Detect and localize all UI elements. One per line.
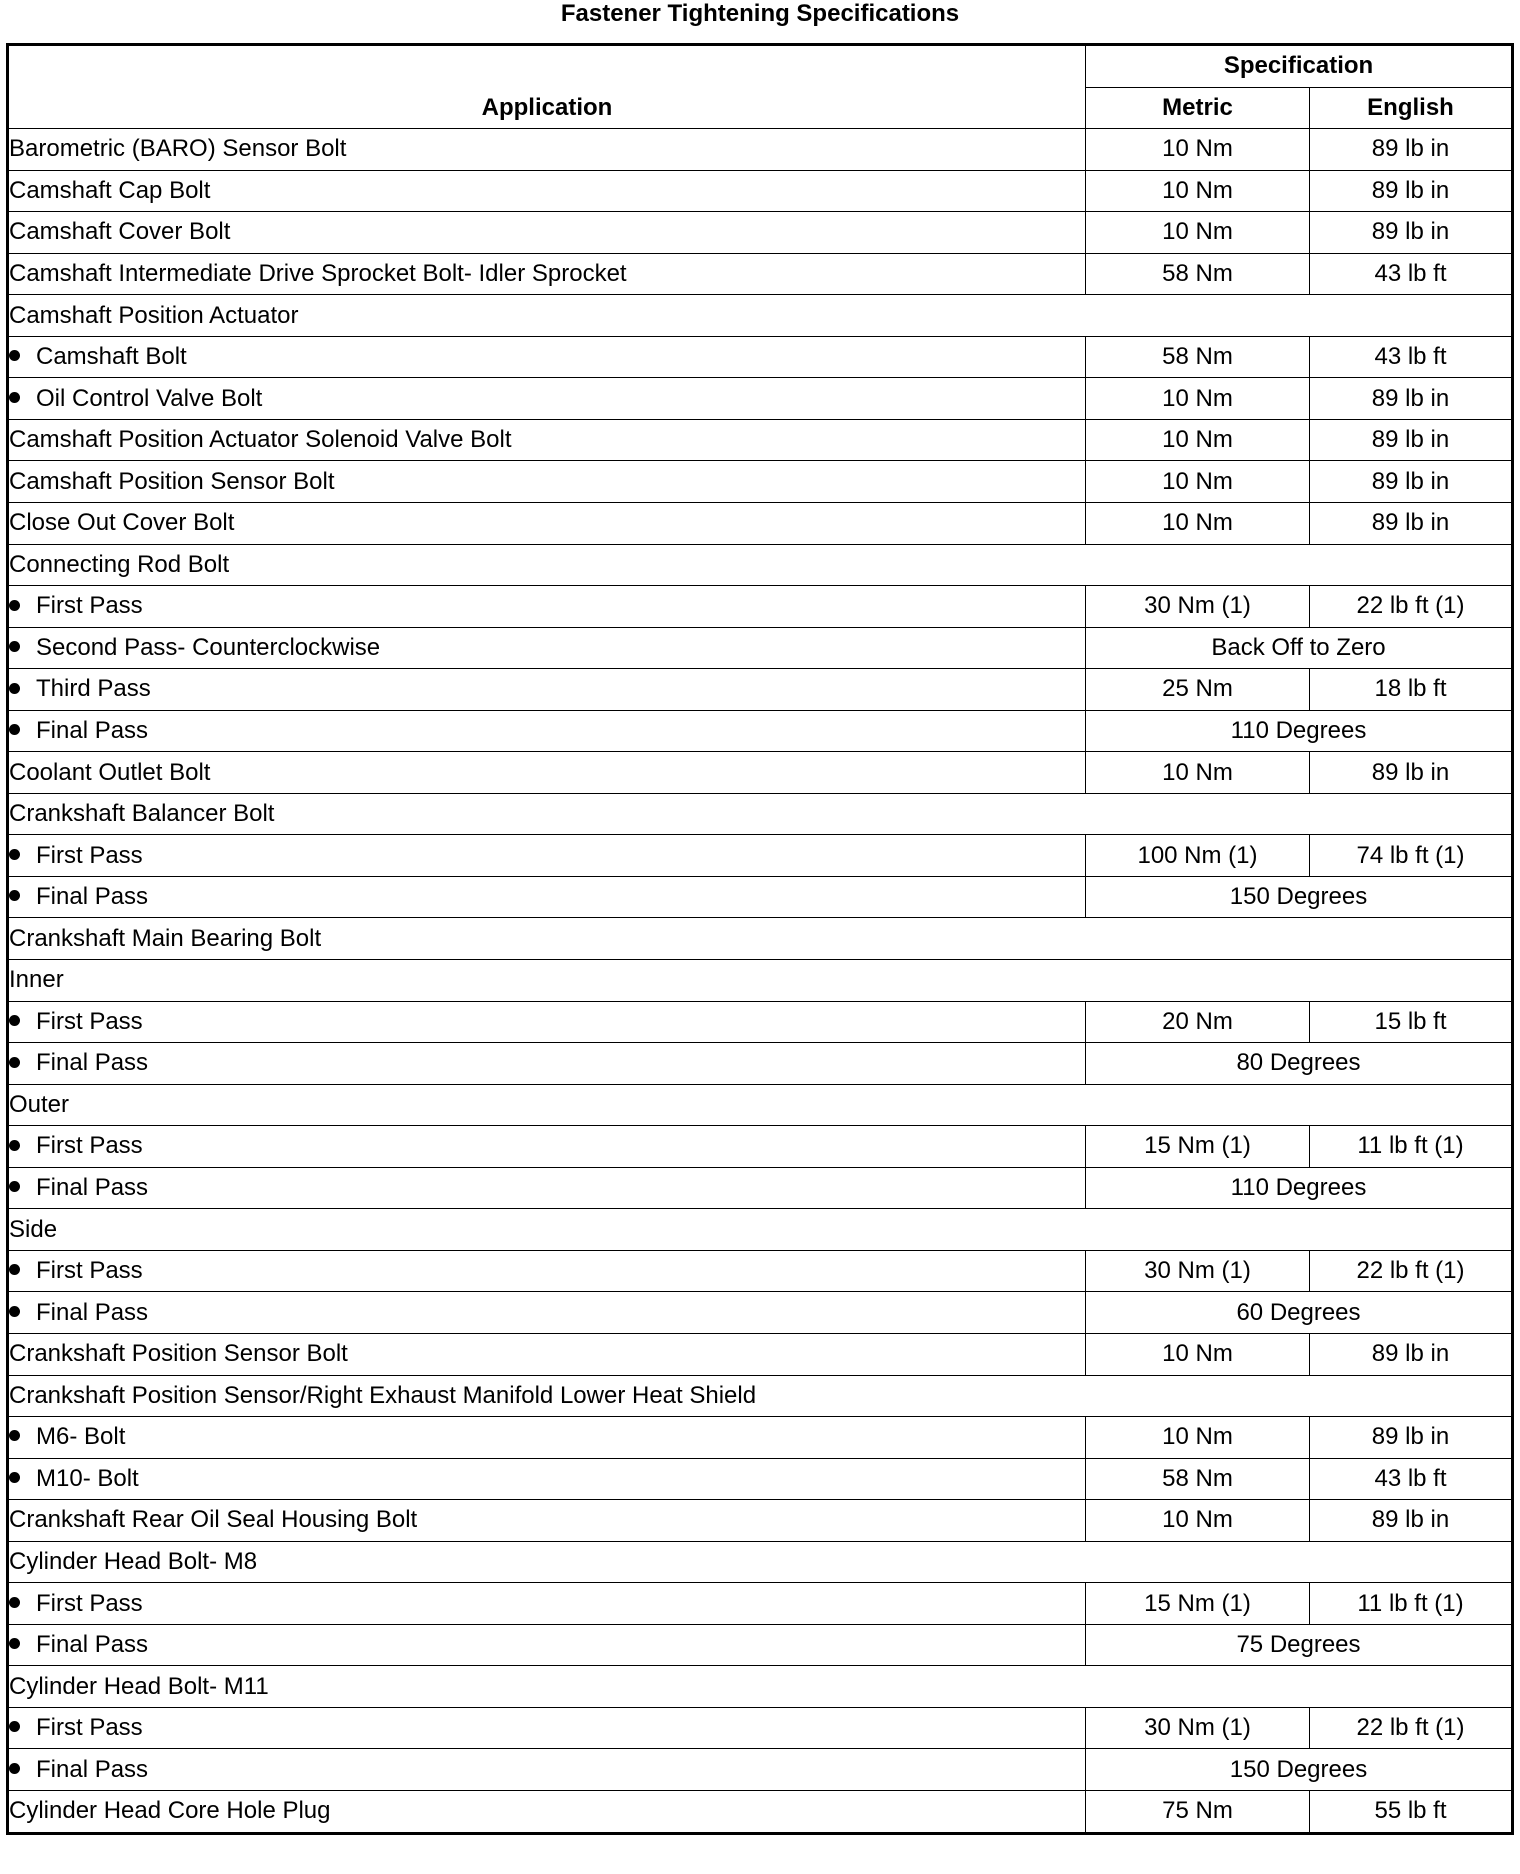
table-row [8,129,1513,171]
bullet-icon [9,1264,20,1275]
application-cell [8,461,1086,503]
english-cell: 74 lb ft (1) [1310,835,1513,877]
bullet-icon [9,1306,20,1317]
bullet-icon [9,849,20,860]
application-cell [8,1126,1086,1168]
metric-cell: 25 Nm [1086,669,1310,711]
combined-spec-cell: 75 Degrees [1086,1624,1513,1666]
application-label: Final Pass [36,1755,149,1783]
combined-spec-cell: 60 Degrees [1086,1292,1513,1334]
application-cell [8,253,1086,295]
application-label: First Pass [36,1007,143,1035]
table-row [8,710,1513,752]
metric-cell: 58 Nm [1086,253,1310,295]
english-cell: 43 lb ft [1310,253,1513,295]
english-cell: 11 lb ft (1) [1310,1126,1513,1168]
group-heading-cell [8,1541,1513,1583]
table-row [8,1209,1513,1251]
table-row [8,170,1513,212]
english-cell: 89 lb in [1310,752,1513,794]
application-label: Final Pass [36,1298,149,1326]
group-heading-cell [8,793,1513,835]
table-row [8,876,1513,918]
bullet-icon [9,890,20,901]
application-cell [8,170,1086,212]
application-cell [8,1458,1086,1500]
table-row [8,1707,1513,1749]
group-heading-cell [8,544,1513,586]
table-row [8,461,1513,503]
metric-cell: 10 Nm [1086,170,1310,212]
application-label: First Pass [36,1132,143,1160]
application-cell [8,1167,1086,1209]
application-label: Camshaft Intermediate Drive Sprocket Bolt- Idler Sprocket [9,260,627,287]
application-label: Oil Control Valve Bolt [36,384,263,412]
bullet-icon [9,641,20,652]
application-label: Cylinder Head Bolt- M11 [9,1672,269,1700]
combined-spec-cell: 150 Degrees [1086,876,1513,918]
english-cell: 89 lb in [1310,170,1513,212]
metric-cell: 10 Nm [1086,752,1310,794]
application-cell [8,1500,1086,1542]
english-cell: 43 lb ft [1310,336,1513,378]
table-row [8,835,1513,877]
table-row [8,1500,1513,1542]
metric-cell: 10 Nm [1086,212,1310,254]
metric-cell: 30 Nm (1) [1086,1707,1310,1749]
english-cell: 43 lb ft [1310,1458,1513,1500]
english-cell: 89 lb in [1310,1333,1513,1375]
application-label: Camshaft Bolt [36,343,187,371]
application-label: Final Pass [36,1174,149,1202]
english-cell: 89 lb in [1310,503,1513,545]
metric-cell: 30 Nm (1) [1086,1250,1310,1292]
application-label: Crankshaft Main Bearing Bolt [9,924,322,952]
bullet-icon [9,1638,20,1649]
combined-spec-cell: Back Off to Zero [1086,627,1513,669]
application-cell [8,503,1086,545]
application-label: Crankshaft Position Sensor/Right Exhaust Manifold Lower Heat Shield [9,1381,757,1409]
group-heading-cell [8,1084,1513,1126]
bullet-icon [9,392,20,403]
application-label: Cylinder Head Core Hole Plug [9,1797,331,1825]
table-row [8,1126,1513,1168]
table-row [8,793,1513,835]
application-cell [8,1001,1086,1043]
english-cell: 89 lb in [1310,129,1513,171]
application-label: First Pass [36,1257,143,1285]
application-label: Cylinder Head Bolt- M8 [9,1547,258,1575]
english-cell: 22 lb ft (1) [1310,1707,1513,1749]
application-cell [8,378,1086,420]
application-label: M10- Bolt [36,1464,139,1492]
application-label: Camshaft Position Sensor Bolt [9,467,335,495]
table-row [8,1001,1513,1043]
application-label: First Pass [36,1589,143,1617]
english-cell: 22 lb ft (1) [1310,1250,1513,1292]
english-cell: 89 lb in [1310,378,1513,420]
application-cell [8,1250,1086,1292]
english-cell: 89 lb in [1310,212,1513,254]
application-label: Third Pass [36,675,151,703]
group-heading-cell [8,1375,1513,1417]
spec-table-body [8,129,1513,1833]
table-row [8,1790,1513,1833]
table-row [8,295,1513,337]
table-row [8,1583,1513,1625]
fastener-spec-table [6,43,1514,1835]
application-cell [8,1043,1086,1085]
bullet-icon [9,1140,20,1151]
bullet-icon [9,1181,20,1192]
bullet-icon [9,600,20,611]
table-row [8,544,1513,586]
group-heading-cell [8,1209,1513,1251]
combined-spec-cell: 150 Degrees [1086,1749,1513,1791]
metric-cell: 15 Nm (1) [1086,1583,1310,1625]
table-row [8,1375,1513,1417]
application-label: First Pass [36,841,143,869]
application-label: Second Pass- Counterclockwise [36,633,381,661]
group-heading-cell [8,918,1513,960]
group-heading-cell [8,960,1513,1002]
combined-spec-cell: 110 Degrees [1086,710,1513,752]
application-cell [8,669,1086,711]
application-cell [8,129,1086,171]
table-row [8,627,1513,669]
english-header: English [1310,87,1513,129]
application-label: Outer [9,1090,70,1118]
metric-cell: 20 Nm [1086,1001,1310,1043]
application-cell [8,876,1086,918]
metric-header: Metric [1086,87,1310,129]
bullet-icon [9,350,20,361]
page-title: Fastener Tightening Specifications [560,0,960,27]
application-cell [8,336,1086,378]
table-row [8,918,1513,960]
table-row [8,1167,1513,1209]
application-label: Connecting Rod Bolt [9,550,230,578]
application-label: First Pass [36,592,143,620]
table-row [8,1333,1513,1375]
metric-cell: 10 Nm [1086,378,1310,420]
metric-cell: 10 Nm [1086,461,1310,503]
application-cell [8,835,1086,877]
metric-cell: 15 Nm (1) [1086,1126,1310,1168]
metric-cell: 100 Nm (1) [1086,835,1310,877]
table-row [8,1458,1513,1500]
application-label: Crankshaft Balancer Bolt [9,800,275,828]
application-cell [8,1417,1086,1459]
application-label: Coolant Outlet Bolt [9,758,211,786]
combined-spec-cell: 110 Degrees [1086,1167,1513,1209]
table-row [8,253,1513,295]
application-cell [8,627,1086,669]
english-cell: 15 lb ft [1310,1001,1513,1043]
application-label: First Pass [36,1714,143,1742]
table-row [8,669,1513,711]
bullet-icon [9,1763,20,1774]
application-label: Camshaft Cap Bolt [9,176,211,204]
metric-cell: 58 Nm [1086,1458,1310,1500]
metric-cell: 10 Nm [1086,1417,1310,1459]
application-label: Close Out Cover Bolt [9,509,235,537]
english-cell: 89 lb in [1310,1417,1513,1459]
application-label: Final Pass [36,1049,149,1077]
metric-cell: 10 Nm [1086,1333,1310,1375]
table-row [8,1084,1513,1126]
bullet-icon [9,683,20,694]
table-row [8,419,1513,461]
english-cell: 22 lb ft (1) [1310,586,1513,628]
group-heading-cell [8,1666,1513,1708]
header-row-top [8,45,1513,88]
application-label: Inner [9,966,64,994]
english-cell: 89 lb in [1310,419,1513,461]
table-row [8,752,1513,794]
bullet-icon [9,724,20,735]
metric-cell: 10 Nm [1086,129,1310,171]
application-cell [8,586,1086,628]
application-cell [8,1292,1086,1334]
application-cell [8,212,1086,254]
application-label: Side [9,1215,58,1243]
application-label: M6- Bolt [36,1423,126,1451]
metric-cell: 58 Nm [1086,336,1310,378]
application-cell [8,1790,1086,1833]
table-row [8,960,1513,1002]
metric-cell: 10 Nm [1086,503,1310,545]
bullet-icon [9,1597,20,1608]
application-label: Final Pass [36,1631,149,1659]
english-cell: 11 lb ft (1) [1310,1583,1513,1625]
bullet-icon [9,1015,20,1026]
table-row [8,212,1513,254]
metric-cell: 10 Nm [1086,419,1310,461]
bullet-icon [9,1057,20,1068]
bullet-icon [9,1472,20,1483]
specification-header: Specification [1086,45,1513,88]
application-cell [8,710,1086,752]
table-row [8,378,1513,420]
english-cell: 55 lb ft [1310,1790,1513,1833]
application-label: Final Pass [36,717,149,745]
application-label: Final Pass [36,883,149,911]
application-cell [8,1583,1086,1625]
table-row [8,1666,1513,1708]
application-cell [8,1707,1086,1749]
table-row [8,1292,1513,1334]
application-cell [8,1624,1086,1666]
application-cell [8,1333,1086,1375]
group-heading-cell [8,295,1513,337]
application-cell [8,419,1086,461]
table-row [8,1749,1513,1791]
bullet-icon [9,1430,20,1441]
application-cell [8,752,1086,794]
application-cell [8,1749,1086,1791]
table-row [8,586,1513,628]
english-cell: 89 lb in [1310,461,1513,503]
application-label: Barometric (BARO) Sensor Bolt [9,135,347,163]
application-header: Application [8,45,1086,129]
metric-cell: 10 Nm [1086,1500,1310,1542]
bullet-icon [9,1721,20,1732]
combined-spec-cell: 80 Degrees [1086,1043,1513,1085]
application-label: Crankshaft Position Sensor Bolt [9,1340,348,1368]
table-row [8,1043,1513,1085]
english-cell: 89 lb in [1310,1500,1513,1542]
table-row [8,1417,1513,1459]
application-label: Camshaft Cover Bolt [9,218,231,246]
application-label: Crankshaft Rear Oil Seal Housing Bolt [9,1506,418,1534]
table-row [8,336,1513,378]
metric-cell: 75 Nm [1086,1790,1310,1833]
table-row [8,503,1513,545]
application-label: Camshaft Position Actuator Solenoid Valve Bolt [9,426,512,454]
table-row [8,1250,1513,1292]
application-label: Camshaft Position Actuator [9,301,299,329]
english-cell: 18 lb ft [1310,669,1513,711]
metric-cell: 30 Nm (1) [1086,586,1310,628]
table-row [8,1624,1513,1666]
table-row [8,1541,1513,1583]
